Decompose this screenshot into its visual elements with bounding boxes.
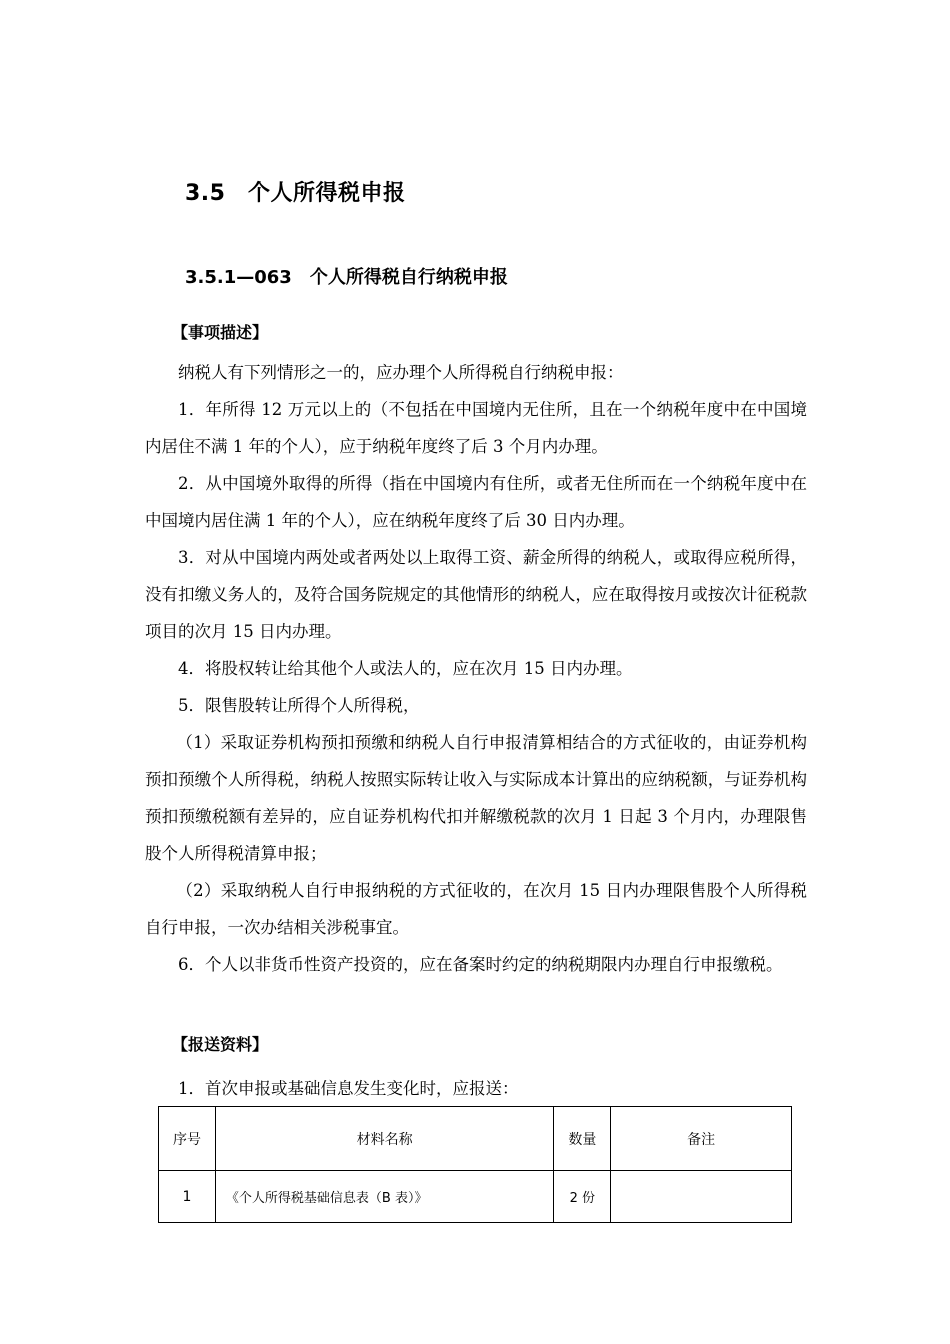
paragraph: 1．年所得 12 万元以上的（不包括在中国境内无住所，且在一个纳税年度中在中国境内居住不满 1 年的个人），应于纳税年度终了后 3 个月内办理。	[145, 400, 807, 456]
cell-quantity: 2 份	[554, 1171, 611, 1223]
description-body	[145, 354, 807, 983]
subsection-heading: 3.5.1—063 个人所得税自行纳税申报	[185, 267, 508, 288]
materials-table	[158, 1106, 792, 1223]
paragraph: 5．限售股转让所得个人所得税，	[178, 696, 420, 715]
materials-intro: 1．首次申报或基础信息发生变化时，应报送：	[178, 1079, 519, 1098]
column-header-quantity: 数量	[554, 1107, 611, 1171]
description-label: 【事项描述】	[172, 323, 269, 342]
paragraph: 4．将股权转让给其他个人或法人的，应在次月 15 日内办理。	[178, 659, 633, 678]
paragraph: 6．个人以非货币性资产投资的，应在备案时约定的纳税期限内办理自行申报缴税。	[178, 955, 783, 974]
column-header-name: 材料名称	[215, 1107, 553, 1171]
paragraph: 纳税人有下列情形之一的，应办理个人所得税自行纳税申报：	[178, 363, 624, 382]
paragraph: （1）采取证券机构预扣预缴和纳税人自行申报清算相结合的方式征收的，由证券机构预扣预缴个人所得税，纳税人按照实际转让收入与实际成本计算出的应纳税额，与证券机构预扣预缴税额有差异的，应自证券机构代扣并解缴税款的次月 1 日起 3 个月内，办理限售股个人所得税清算申报；	[145, 733, 807, 863]
column-header-index: 序号	[159, 1107, 216, 1171]
cell-index: 1	[159, 1171, 216, 1223]
cell-material-name: 《个人所得税基础信息表（B 表）》	[215, 1171, 553, 1223]
paragraph: 3．对从中国境内两处或者两处以上取得工资、薪金所得的纳税人，或取得应税所得，没有扣缴义务人的，及符合国务院规定的其他情形的纳税人，应在取得按月或按次计征税款项目的次月 15 日内办理。	[145, 548, 807, 641]
materials-label: 【报送资料】	[172, 1035, 269, 1054]
paragraph: （2）采取纳税人自行申报纳税的方式征收的，在次月 15 日内办理限售股个人所得税自行申报，一次办结相关涉税事宜。	[145, 881, 807, 937]
table-header-row	[159, 1107, 792, 1171]
table-row	[159, 1171, 792, 1223]
cell-notes	[611, 1171, 792, 1223]
section-heading: 3.5 个人所得税申报	[185, 181, 406, 206]
column-header-notes: 备注	[611, 1107, 792, 1171]
paragraph: 2．从中国境外取得的所得（指在中国境内有住所，或者无住所而在一个纳税年度中在中国境内居住满 1 年的个人），应在纳税年度终了后 30 日内办理。	[145, 474, 807, 530]
